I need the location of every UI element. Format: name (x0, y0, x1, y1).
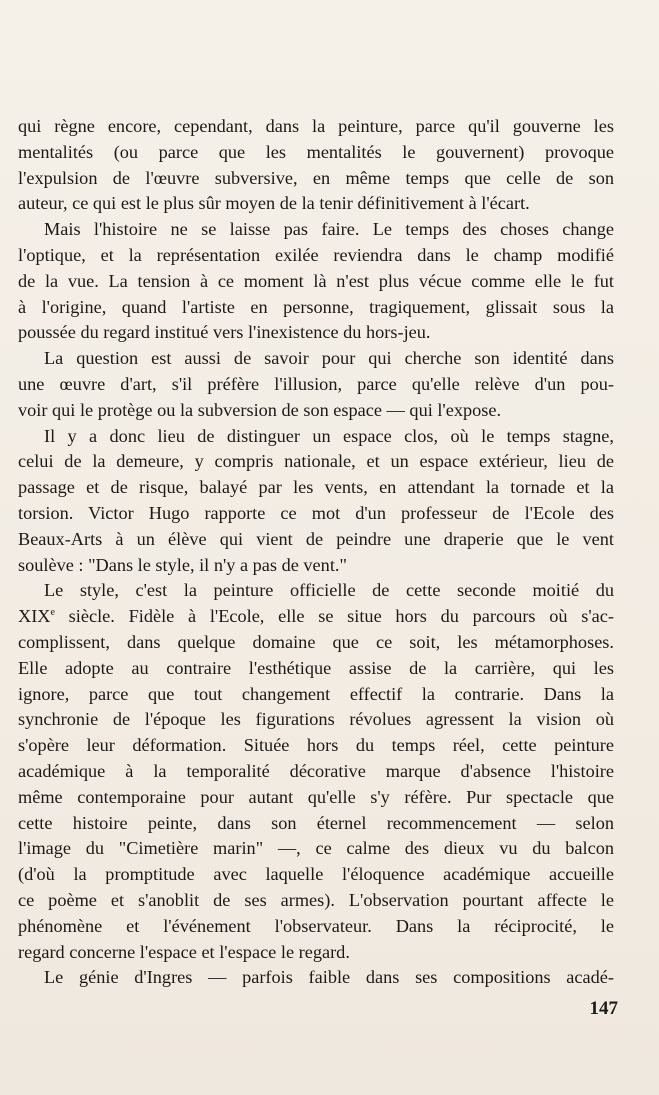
text-line: torsion. Victor Hugo rapporte ce mot d'un professeur de l'Ecole des (18, 502, 614, 523)
text-line: de la vue. La tension à ce moment là n'est plus vécue comme elle le fut (18, 270, 614, 291)
text-line: s'opère leur déformation. Située hors du temps réel, cette peinture (18, 735, 614, 756)
text-line: voir qui le protège ou la subversion de son espace — qui l'expose. (18, 399, 502, 420)
text-line: regard concerne l'espace et l'espace le regard. (18, 941, 350, 962)
text-line: (d'où la promptitude avec laquelle l'éloquence académique accueille (18, 864, 614, 885)
text-line: à l'origine, quand l'artiste en personne, tragiquement, glissait sous la (18, 296, 614, 317)
text-line: synchronie de l'époque les figurations révolues agressent la vision où (18, 709, 614, 730)
text-line: soulève : "Dans le style, il n'y a pas de vent." (18, 554, 347, 575)
text-line: celui de la demeure, y compris nationale, et un espace extérieur, lieu de (18, 451, 614, 472)
text-line: passage et de risque, balayé par les vents, en attendant la tornade et la (18, 477, 614, 498)
paragraph-start-line: Il y a donc lieu de distinguer un espace clos, où le temps stagne, (44, 425, 614, 446)
text-line: même contemporaine pour autant qu'elle s'y réfère. Pur spectacle que (18, 786, 614, 807)
text-line: ce poème et s'anoblit de ses armes). L'observation pourtant affecte le (18, 889, 614, 910)
text-line: phénomène et l'événement l'observateur. Dans la réciprocité, le (18, 915, 614, 936)
paragraph-start-line: Le style, c'est la peinture officielle de cette seconde moitié du (44, 580, 614, 601)
text-line: une œuvre d'art, s'il préfère l'illusion, parce qu'elle relève d'un pou- (18, 373, 614, 394)
text-line: l'image du "Cimetière marin" —, ce calme des dieux vu du balcon (18, 838, 614, 859)
text-line: l'expulsion de l'œuvre subversive, en même temps que celle de son (18, 167, 614, 188)
page-number: 147 (589, 998, 618, 1019)
paragraph-start-line: Mais l'histoire ne se laisse pas faire. Le temps des choses change (44, 219, 614, 240)
paragraph-start-line: La question est aussi de savoir pour qui cherche son identité dans (44, 348, 614, 369)
text-line: académique à la temporalité décorative marque d'absence l'histoire (18, 760, 614, 781)
text-line-rest: siècle. Fidèle à l'Ecole, elle se situe hors du parcours où s'ac- (68, 606, 614, 627)
paragraph-start-line: Le génie d'Ingres — parfois faible dans ses compositions acadé- (44, 967, 614, 988)
text-line: auteur, ce qui est le plus sûr moyen de la tenir définitivement à l'écart. (18, 193, 530, 214)
body-text (18, 114, 614, 991)
century-superscript: e (50, 607, 55, 619)
text-line: ignore, parce que tout changement effectif la contrarie. Dans la (18, 683, 614, 704)
text-line: cette histoire peinte, dans son éternel recommencement — selon (18, 812, 614, 833)
text-line-century (18, 604, 614, 630)
text-line: qui règne encore, cependant, dans la peinture, parce qu'il gouverne les (18, 116, 614, 136)
text-line: Beaux-Arts à un élève qui vient de peindre une draperie que le vent (18, 528, 614, 549)
text-line: l'optique, et la représentation exilée reviendra dans le champ modifié (18, 244, 614, 265)
century-numeral: XIX (18, 606, 51, 627)
text-line: poussée du regard institué vers l'inexistence du hors-jeu. (18, 322, 431, 343)
text-line: mentalités (ou parce que les mentalités le gouvernent) provoque (18, 141, 614, 162)
text-line: Elle adopte au contraire l'esthétique assise de la carrière, qui les (18, 657, 614, 678)
text-line: complissent, dans quelque domaine que ce soit, les métamorphoses. (18, 631, 614, 652)
